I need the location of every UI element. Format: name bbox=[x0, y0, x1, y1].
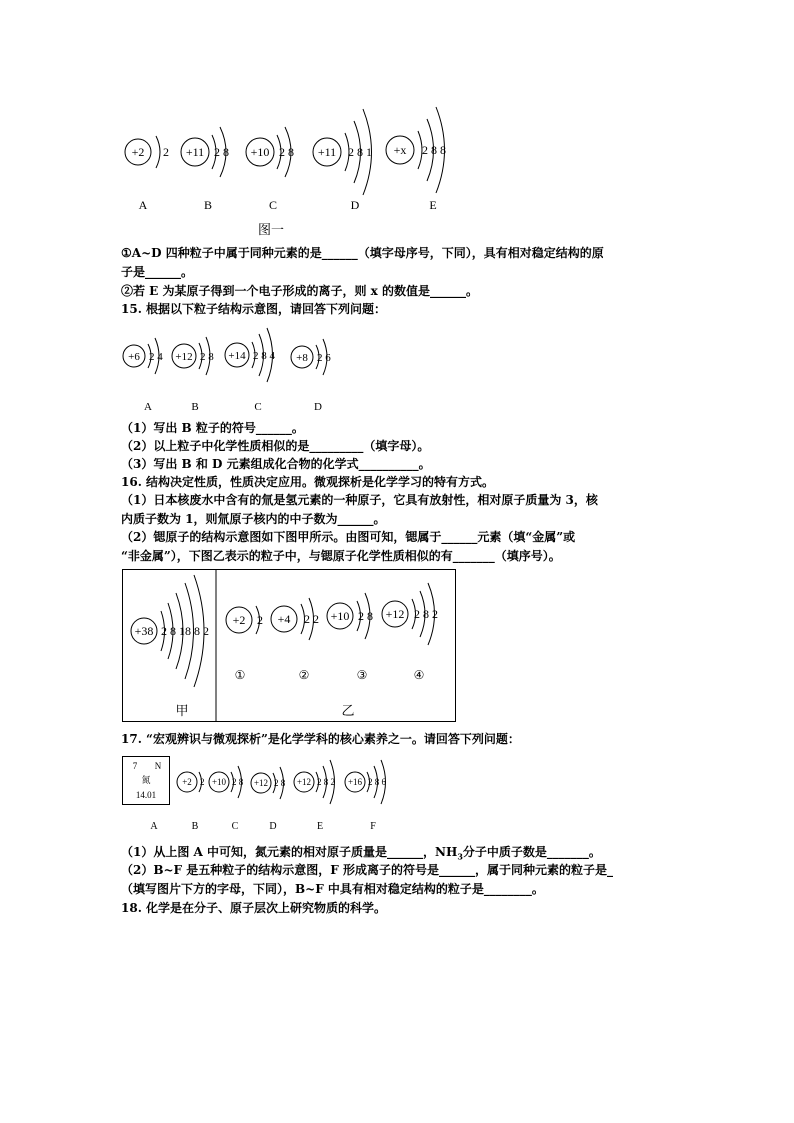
q17-title: 17. “宏观辨识与微观探析”是化学学科的核心素养之一。请回答下列问题： bbox=[121, 732, 520, 746]
q16-figure bbox=[122, 569, 456, 723]
yi-label: 乙 bbox=[341, 703, 355, 718]
q15-atoms bbox=[118, 326, 348, 390]
label-b: B bbox=[203, 198, 212, 212]
svg-text:+10: +10 bbox=[330, 609, 350, 623]
atom-diagram-e bbox=[386, 107, 446, 193]
q14-line-3: ②若 E 为某原子得到一个电子形成的离子，则 x 的数值是______。 bbox=[121, 284, 479, 298]
q17-label-c: C bbox=[231, 821, 239, 832]
yi-atom-3 bbox=[327, 593, 373, 639]
svg-text:+10: +10 bbox=[250, 145, 270, 159]
svg-text:2 8 18 8 2: 2 8 18 8 2 bbox=[161, 624, 209, 638]
svg-text:+8: +8 bbox=[296, 352, 308, 364]
q17-line-3: （填写图片下方的字母，下同），B~F 中具有相对稳定结构的粒子是________。 bbox=[121, 882, 544, 896]
yi-label-4: ④ bbox=[413, 668, 425, 682]
svg-text:2: 2 bbox=[200, 777, 205, 787]
q17-label-b: B bbox=[191, 821, 199, 832]
q16-title: 16. 结构决定性质，性质决定应用。微观探析是化学学习的特有方式。 bbox=[121, 475, 495, 489]
yi-label-1: ① bbox=[234, 668, 246, 682]
figure-1-atoms bbox=[118, 95, 478, 200]
svg-text:+11: +11 bbox=[317, 145, 337, 159]
atom-diagram-a bbox=[125, 136, 169, 168]
svg-text:+12: +12 bbox=[385, 607, 405, 621]
atom-diagram-c bbox=[246, 127, 294, 177]
svg-text:+12: +12 bbox=[175, 351, 193, 363]
q15-atom-a bbox=[123, 338, 163, 374]
svg-text:2 2: 2 2 bbox=[304, 612, 319, 626]
yi-atom-1 bbox=[226, 606, 263, 634]
svg-text:氮: 氮 bbox=[141, 775, 151, 785]
svg-text:2 8: 2 8 bbox=[358, 609, 373, 623]
q17-label-d: D bbox=[269, 821, 277, 832]
svg-text:7: 7 bbox=[132, 761, 138, 771]
q16-line-3: （2）锶原子的结构示意图如下图甲所示。由图可知，锶属于______元素（填“金属”或 bbox=[121, 530, 576, 544]
svg-text:+12: +12 bbox=[253, 778, 269, 788]
atom-diagram-d bbox=[313, 109, 372, 195]
svg-text:+12: +12 bbox=[296, 777, 312, 787]
q17-label-e: E bbox=[316, 821, 324, 832]
yi-label-3: ③ bbox=[356, 668, 368, 682]
svg-text:2 8 4: 2 8 4 bbox=[253, 350, 275, 362]
q15-atom-c bbox=[225, 328, 276, 382]
label-c: C bbox=[268, 198, 277, 212]
q14-line-1: ①A~D 四种粒子中属于同种元素的是______（填字母序号，下同），具有相对稳定结构的原 bbox=[121, 246, 604, 260]
svg-text:2: 2 bbox=[163, 145, 169, 159]
q17-atom-b bbox=[177, 772, 205, 792]
q17-atom-f bbox=[345, 760, 387, 804]
svg-text:+2: +2 bbox=[182, 777, 192, 787]
q18-title: 18. 化学是在分子、原子层次上研究物质的科学。 bbox=[121, 901, 387, 915]
q15-atom-d bbox=[291, 339, 331, 375]
q17-line-1-sub: 3 bbox=[457, 851, 463, 862]
svg-text:+2: +2 bbox=[232, 613, 246, 627]
label-a: A bbox=[138, 198, 148, 212]
q15-sub-3: （3）写出 B 和 D 元素组成化合物的化学式__________。 bbox=[121, 457, 431, 471]
svg-text:+14: +14 bbox=[228, 350, 246, 362]
q16-line-2: 内质子数为 1，则氚原子核内的中子数为______。 bbox=[121, 512, 386, 526]
svg-text:2 8 1: 2 8 1 bbox=[348, 145, 372, 159]
svg-text:14.01: 14.01 bbox=[135, 790, 157, 800]
svg-text:+38: +38 bbox=[134, 624, 154, 638]
q17-line-1-b: 分子中质子数是_______。 bbox=[462, 845, 601, 859]
q17-figure bbox=[122, 756, 402, 808]
yi-atom-4 bbox=[382, 583, 438, 645]
svg-text:2: 2 bbox=[257, 613, 263, 627]
svg-text:2 8: 2 8 bbox=[200, 351, 214, 363]
figure-1-caption: 图一 bbox=[258, 223, 285, 238]
q15-sub-1: （1）写出 B 粒子的符号______。 bbox=[121, 421, 304, 435]
label-e: E bbox=[429, 198, 437, 212]
svg-text:+16: +16 bbox=[347, 777, 363, 787]
q15-label-d: D bbox=[314, 401, 322, 413]
svg-text:+6: +6 bbox=[128, 351, 140, 363]
q15-label-a: A bbox=[144, 401, 152, 413]
svg-text:+10: +10 bbox=[211, 777, 227, 787]
q17-atom-c bbox=[209, 766, 244, 798]
svg-text:2 8 8: 2 8 8 bbox=[422, 143, 446, 157]
atom-diagram-b bbox=[181, 127, 229, 177]
svg-text:2 8: 2 8 bbox=[214, 145, 229, 159]
svg-text:2 8: 2 8 bbox=[279, 145, 294, 159]
svg-text:2 8: 2 8 bbox=[232, 777, 244, 787]
q16-line-4: “非金属”），下图乙表示的粒子中，与锶原子化学性质相似的有_______（填序号）。 bbox=[121, 549, 561, 563]
q17-line-2: （2）B~F 是五种粒子的结构示意图，F 形成离子的符号是______，属于同种元素的粒子是_ bbox=[121, 863, 613, 877]
label-d: D bbox=[350, 198, 360, 212]
svg-text:2 4: 2 4 bbox=[149, 351, 163, 363]
nitrogen-element-card bbox=[123, 757, 170, 805]
svg-text:2 8: 2 8 bbox=[274, 778, 286, 788]
q15-title: 15. 根据以下粒子结构示意图，请回答下列问题： bbox=[121, 302, 387, 316]
svg-text:2 8 6: 2 8 6 bbox=[368, 777, 386, 787]
q14-line-2: 子是______。 bbox=[121, 265, 194, 279]
q17-atom-d bbox=[251, 767, 286, 799]
jia-label: 甲 bbox=[175, 703, 189, 718]
q16-line-1: （1）日本核废水中含有的氚是氢元素的一种原子，它具有放射性，相对原子质量为 3，核 bbox=[121, 493, 598, 507]
q17-atom-e bbox=[294, 760, 335, 804]
svg-text:2 8 2: 2 8 2 bbox=[414, 607, 438, 621]
svg-text:+11: +11 bbox=[185, 145, 205, 159]
svg-text:+4: +4 bbox=[277, 612, 291, 626]
svg-text:2 6: 2 6 bbox=[317, 352, 331, 364]
q17-label-f: F bbox=[370, 821, 376, 832]
svg-text:+2: +2 bbox=[131, 145, 145, 159]
q15-label-c: C bbox=[254, 401, 262, 413]
yi-atom-2 bbox=[271, 598, 319, 640]
q17-line-1-a: （1）从上图 A 中可知，氮元素的相对原子质量是______，NH bbox=[121, 845, 458, 859]
q15-sub-2: （2）以上粒子中化学性质相似的是_________（填字母）。 bbox=[121, 439, 430, 453]
svg-text:+x: +x bbox=[393, 143, 407, 157]
strontium-atom-diagram bbox=[131, 575, 209, 687]
q15-atom-b bbox=[172, 337, 214, 375]
svg-text:2 8 2: 2 8 2 bbox=[317, 777, 335, 787]
q15-label-b: B bbox=[191, 401, 199, 413]
svg-text:N: N bbox=[154, 761, 162, 771]
q17-label-a: A bbox=[150, 821, 158, 832]
yi-label-2: ② bbox=[298, 668, 310, 682]
